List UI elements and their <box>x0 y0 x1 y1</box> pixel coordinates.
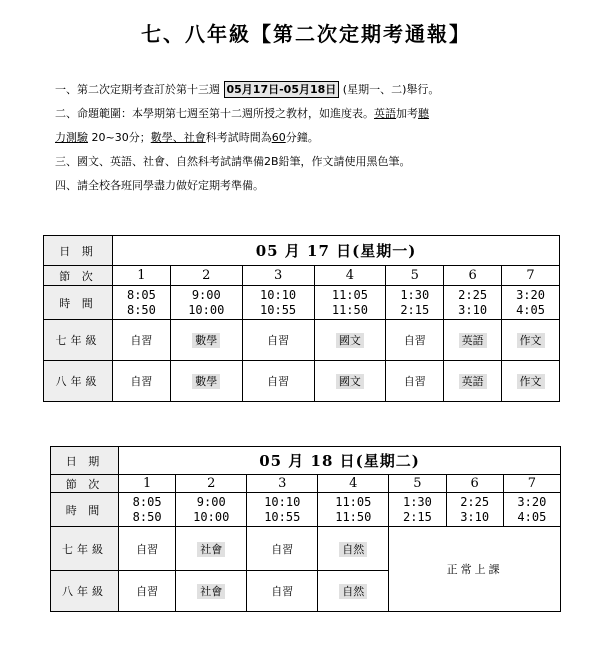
period-number: 6 <box>444 266 502 286</box>
exam-subject: 自然 <box>318 527 389 571</box>
day1-date: 05 月 17 日(星期一) <box>113 236 560 266</box>
period-number: 3 <box>242 266 314 286</box>
exam-subject: 自習 <box>242 320 314 361</box>
english-highlight: 英語 <box>374 107 396 120</box>
period-label: 節 次 <box>44 266 113 286</box>
schedule-table-day1 <box>43 235 560 402</box>
period-time: 3:20 4:05 <box>503 493 560 527</box>
time-label: 時 間 <box>44 286 113 320</box>
date-label: 日 期 <box>51 447 119 475</box>
notice-item-1 <box>55 80 595 104</box>
exam-subject: 自習 <box>247 571 318 612</box>
period-number: 4 <box>318 475 389 493</box>
exam-subject: 數學 <box>170 361 242 402</box>
exam-subject: 數學 <box>170 320 242 361</box>
period-number: 1 <box>113 266 171 286</box>
period-time: 9:00 10:00 <box>170 286 242 320</box>
period-number: 4 <box>314 266 386 286</box>
exam-subject: 自習 <box>386 320 444 361</box>
exam-minutes: 60 <box>271 131 286 144</box>
period-number: 2 <box>170 266 242 286</box>
schedule-table-day2 <box>50 446 561 612</box>
grade7-label: 七年級 <box>51 527 119 571</box>
minutes-unit: 分鐘。 <box>285 131 319 144</box>
exam-subject: 國文 <box>314 361 386 402</box>
period-label: 節 次 <box>51 475 119 493</box>
exam-subject: 自習 <box>242 361 314 402</box>
exam-subject: 社會 <box>176 527 247 571</box>
notice-item-3: 三、國文、英語、社會、自然科考試請準備2B鉛筆，作文請使用黑色筆。 <box>55 155 411 168</box>
period-number: 5 <box>389 475 446 493</box>
notice-item-2-cont <box>55 128 595 152</box>
notice-1-weekday: (星期一、二)舉行。 <box>342 83 440 96</box>
period-time: 8:05 8:50 <box>113 286 171 320</box>
period-time: 1:30 2:15 <box>386 286 444 320</box>
notice-2-extra: 加考 <box>396 107 418 120</box>
period-number: 7 <box>502 266 560 286</box>
exam-subject: 英語 <box>444 320 502 361</box>
grade8-label: 八年級 <box>44 361 113 402</box>
listening-test: 力測驗 <box>55 131 88 144</box>
page-title: 七、八年級【第二次定期考通報】 <box>141 22 471 46</box>
exam-subject: 自習 <box>386 361 444 402</box>
normal-class-notice: 正常上課 <box>389 527 561 612</box>
period-time: 3:20 4:05 <box>502 286 560 320</box>
exam-subject: 自習 <box>113 320 171 361</box>
exam-subject: 自習 <box>119 571 176 612</box>
period-time: 2:25 3:10 <box>446 493 503 527</box>
notice-2-text: 二、命題範圍：本學期第七週至第十二週所授之教材，如進度表。 <box>55 107 374 120</box>
period-time: 1:30 2:15 <box>389 493 446 527</box>
listening-highlight: 聽 <box>418 107 429 120</box>
exam-subject: 自然 <box>318 571 389 612</box>
period-time: 8:05 8:50 <box>119 493 176 527</box>
period-number: 7 <box>503 475 560 493</box>
period-time: 11:05 11:50 <box>318 493 389 527</box>
period-number: 5 <box>386 266 444 286</box>
period-time: 9:00 10:00 <box>176 493 247 527</box>
notice-item-4: 四、請全校各班同學盡力做好定期考準備。 <box>55 179 264 192</box>
exam-subject: 自習 <box>247 527 318 571</box>
day2-date: 05 月 18 日(星期二) <box>119 447 561 475</box>
grade8-label: 八年級 <box>51 571 119 612</box>
grade7-label: 七年級 <box>44 320 113 361</box>
exam-subject: 社會 <box>176 571 247 612</box>
period-number: 2 <box>176 475 247 493</box>
notice-list <box>55 80 595 200</box>
period-time: 10:10 10:55 <box>242 286 314 320</box>
date-label: 日 期 <box>44 236 113 266</box>
time-label: 時 間 <box>51 493 119 527</box>
period-number: 1 <box>119 475 176 493</box>
exam-time-text: 科考試時間為 <box>205 131 272 144</box>
exam-subject: 英語 <box>444 361 502 402</box>
period-time: 11:05 11:50 <box>314 286 386 320</box>
exam-subject: 自習 <box>119 527 176 571</box>
exam-subject: 作文 <box>502 361 560 402</box>
notice-1-text: 一、第二次定期考查訂於第十三週 <box>55 83 220 96</box>
period-time: 2:25 3:10 <box>444 286 502 320</box>
exam-dates: 05月17日-05月18日 <box>224 81 340 98</box>
exam-subject: 自習 <box>113 361 171 402</box>
exam-subject: 國文 <box>314 320 386 361</box>
period-time: 10:10 10:55 <box>247 493 318 527</box>
notice-item-2 <box>55 104 595 128</box>
math-social-highlight: 數學、社會 <box>150 131 206 144</box>
period-number: 3 <box>247 475 318 493</box>
exam-subject: 作文 <box>502 320 560 361</box>
listening-range: 20~30分； <box>88 131 151 144</box>
period-number: 6 <box>446 475 503 493</box>
